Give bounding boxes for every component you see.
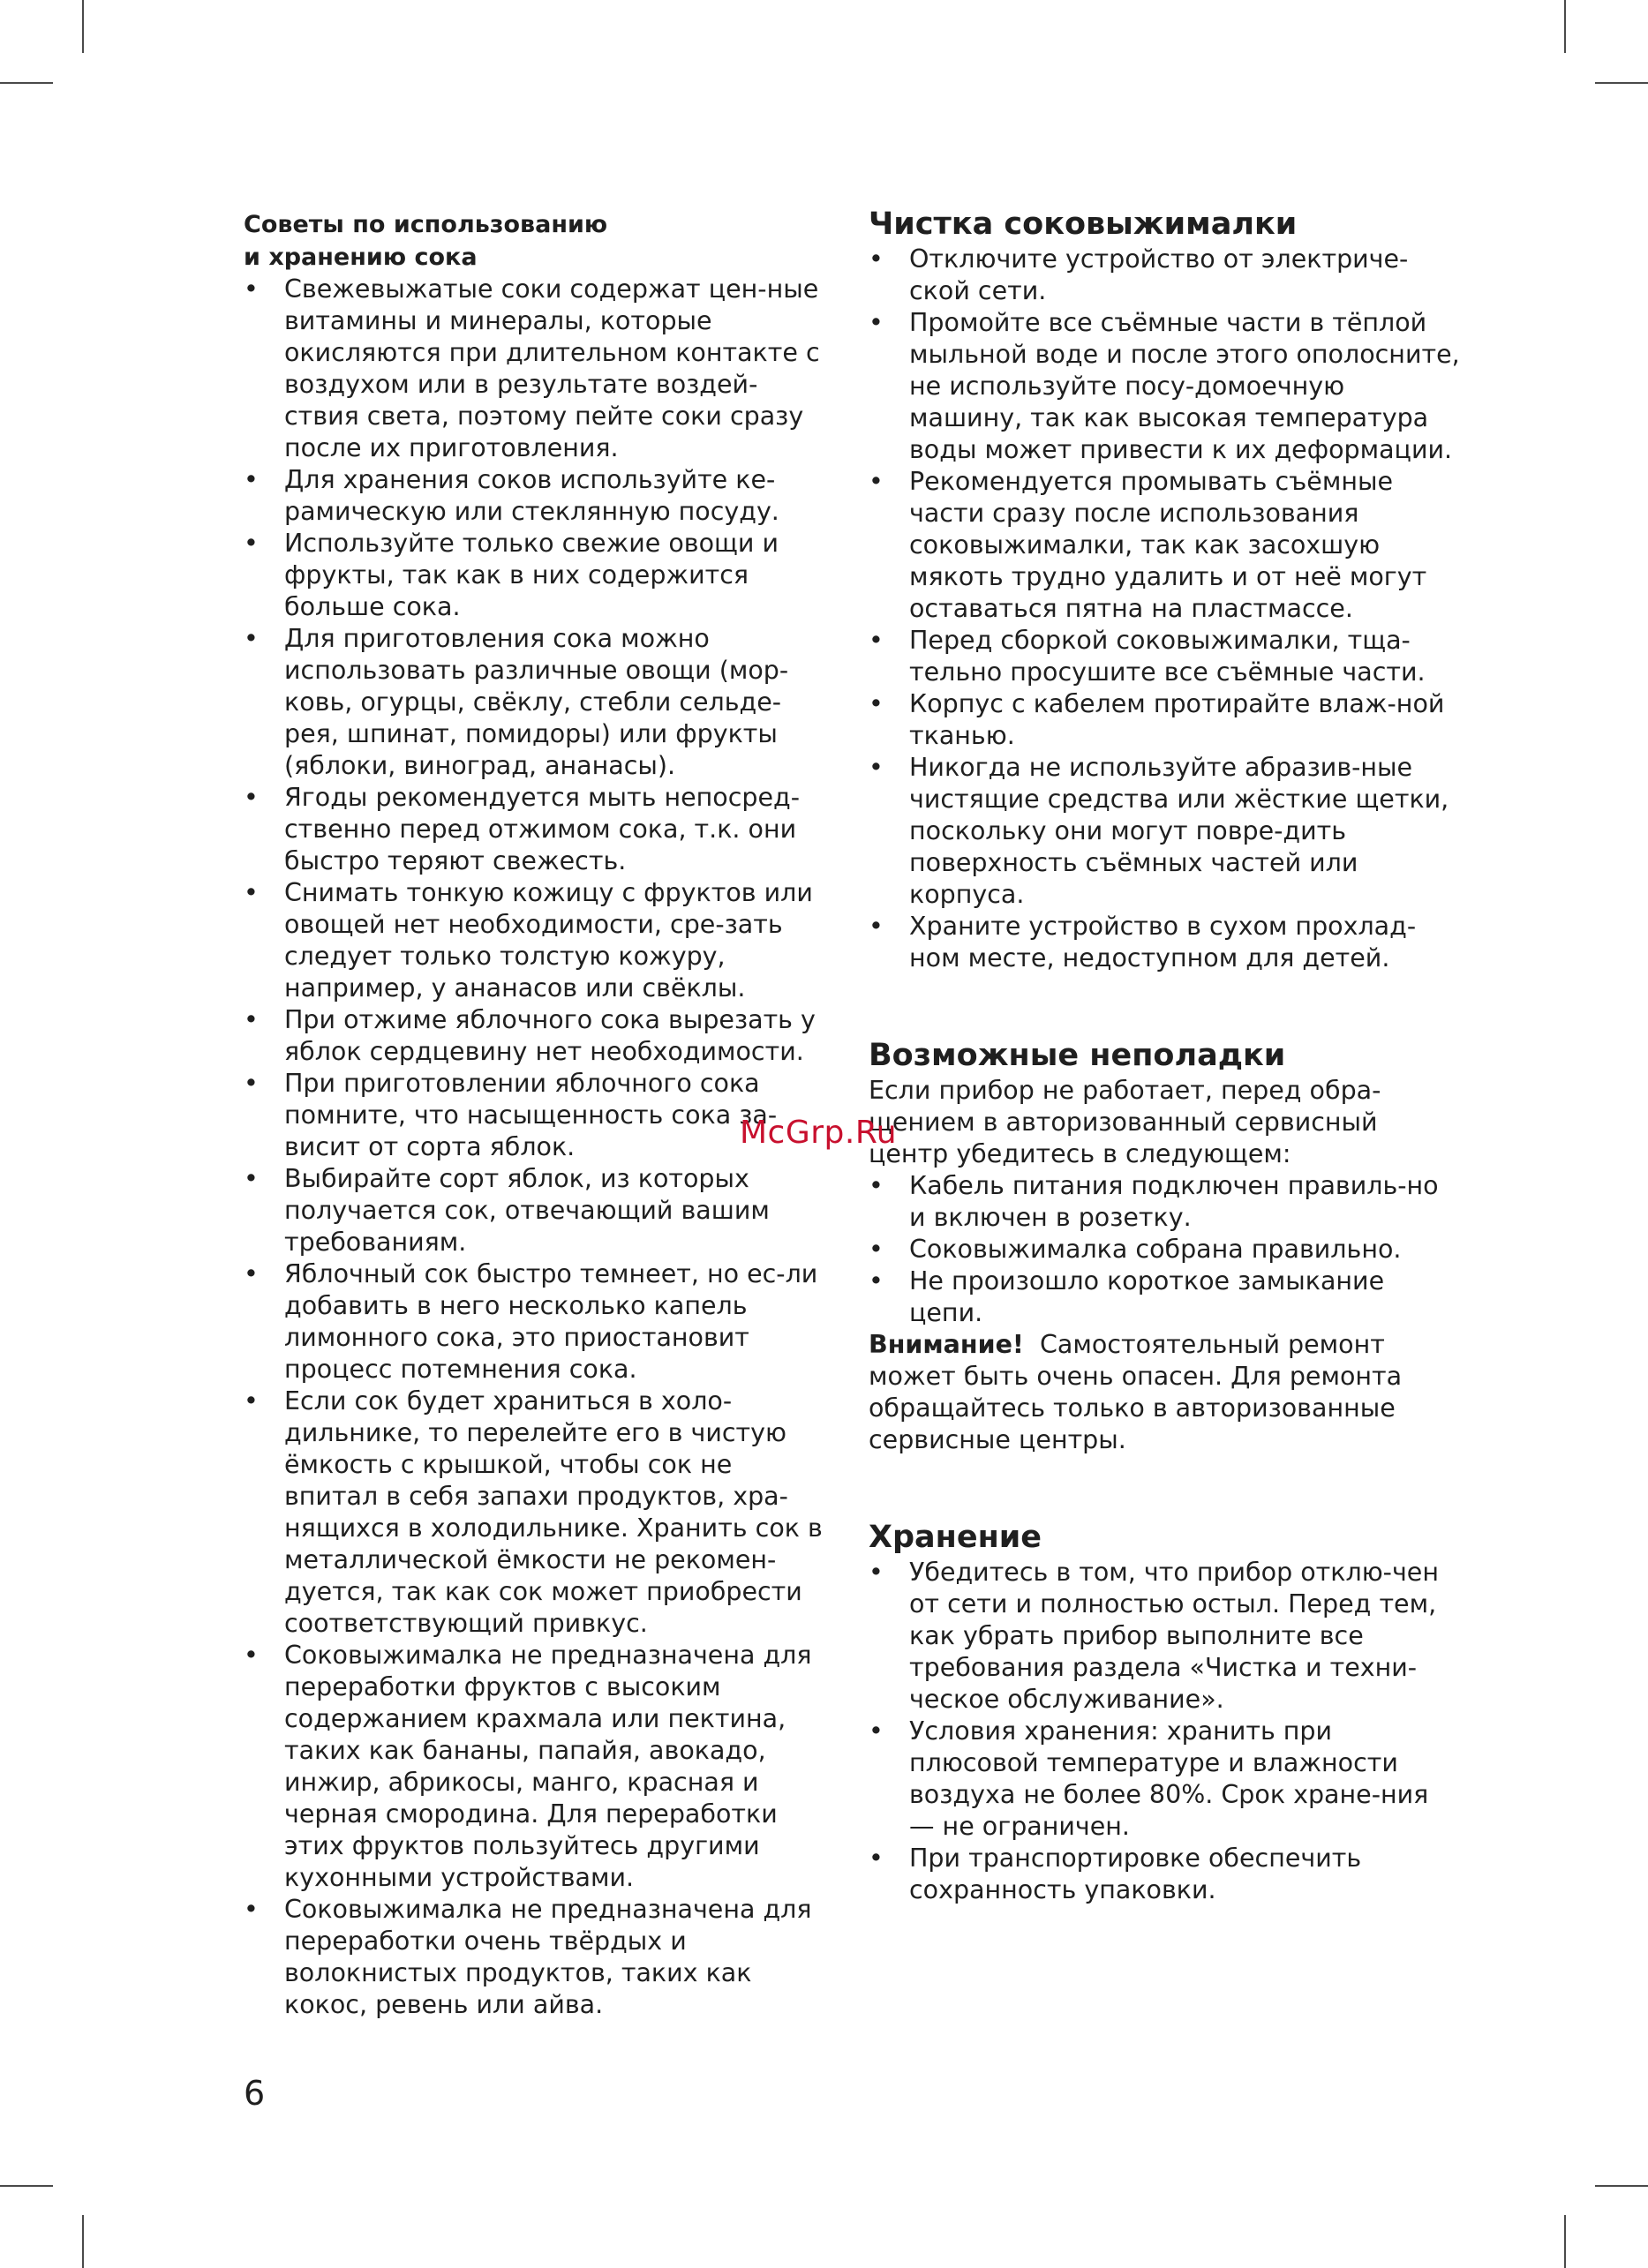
list-item: • Выбирайте сорт яблок, из которых получается сок, отвечающий вашим требованиям.: [244, 1163, 826, 1258]
list-item: • Используйте только свежие овощи и фрукты, так как в них содержится больше сока.: [244, 528, 826, 623]
list-item: • Условия хранения: хранить при плюсовой температуре и влажности воздуха не более 80%. Срок хране-ния — не ограничен.: [869, 1716, 1460, 1843]
crop-mark-top-right-horizontal: [1595, 82, 1648, 84]
list-item: • Отключите устройство от электриче-ской сети.: [869, 244, 1460, 307]
list-item: • Храните устройство в сухом прохлад-ном месте, недоступном для детей.: [869, 911, 1460, 974]
list-item: • Свежевыжатые соки содержат цен-ные витамины и минералы, которые окисляются при длительном контакте с воздухом или в результате воздей-ствия света, поэтому пейте соки сразу после их приготовления.: [244, 274, 826, 464]
list-item: • Для приготовления сока можно использовать различные овощи (мор-ковь, огурцы, свёклу, стебли сельде-рея, шпинат, помидоры) или фрукты (яблоки, виноград, ананасы).: [244, 623, 826, 782]
warning-label: Внимание!: [869, 1330, 1024, 1359]
list-item: • Если сок будет храниться в холо-дильнике, то перелейте его в чистую ёмкость с крышкой, чтобы сок не впитал в себя запахи продуктов, хра-нящихся в холодильнике. Хранить сок в металлической ёмкости не рекомен-дуется, так как сок может приобрести соответствующий привкус.: [244, 1386, 826, 1640]
juice-tips-title-line-2: и хранению сока: [244, 244, 478, 271]
cleaning-list: [869, 244, 1460, 974]
crop-mark-bottom-left-horizontal: [0, 2185, 53, 2187]
list-item: • Кабель питания подключен правиль-но и включен в розетку.: [869, 1170, 1460, 1234]
crop-mark-bottom-right-horizontal: [1595, 2185, 1648, 2187]
warning-paragraph: [869, 1329, 1460, 1456]
list-item: • Ягоды рекомендуется мыть непосред-ственно перед отжимом сока, т.к. они быстро теряют свежесть.: [244, 782, 826, 877]
crop-mark-top-left-horizontal: [0, 82, 53, 84]
list-item: • Убедитесь в том, что прибор отклю-чен от сети и полностью остыл. Перед тем, как убрать прибор выполните все требования раздела «Чистка и техни-ческое обслуживание».: [869, 1557, 1460, 1716]
list-item: • При отжиме яблочного сока вырезать у яблок сердцевину нет необходимости.: [244, 1004, 826, 1068]
troubleshooting-title: Возможные неполадки: [869, 1038, 1286, 1073]
list-item: • Не произошло короткое замыкание цепи.: [869, 1265, 1460, 1329]
crop-mark-bottom-right-vertical: [1564, 2215, 1566, 2268]
crop-mark-top-right-vertical: [1564, 0, 1566, 53]
list-item: • Яблочный сок быстро темнеет, но ес-ли добавить в него несколько капель лимонного сока, это приостановит процесс потемнения сока.: [244, 1258, 826, 1386]
left-column: [244, 205, 826, 2021]
list-item: • Корпус с кабелем протирайте влаж-ной тканью.: [869, 688, 1460, 752]
list-item: • Соковыжималка не предназначена для переработки фруктов с высоким содержанием крахмала или пектина, таких как бананы, папайя, авокадо, инжир, абрикосы, манго, красная и черная смородина. Для переработки этих фруктов пользуйтесь другими кухонными устройствами.: [244, 1640, 826, 1894]
list-item: • При приготовлении яблочного сока помните, что насыщенность сока за-висит от сорта яблок.: [244, 1068, 826, 1163]
troubleshooting-intro: Если прибор не работает, перед обра-щением в авторизованный сервисный центр убедитесь в следующем:: [869, 1076, 1381, 1168]
page-number: 6: [244, 2074, 266, 2113]
list-item: • Соковыжималка не предназначена для переработки очень твёрдых и волокнистых продуктов, таких как кокос, ревень или айва.: [244, 1894, 826, 2021]
list-item: • Перед сборкой соковыжималки, тща-тельно просушите все съёмные части.: [869, 625, 1460, 688]
crop-mark-top-left-vertical: [82, 0, 84, 53]
juice-tips-title-line-1: Советы по использованию: [244, 211, 608, 238]
right-column: [869, 205, 1460, 1906]
list-item: • Рекомендуется промывать съёмные части сразу после использования соковыжималки, так как засохшую мякоть трудно удалить и от неё могут оставаться пятна на пластмассе.: [869, 466, 1460, 625]
storage-title: Хранение: [869, 1520, 1042, 1555]
list-item: • Промойте все съёмные части в тёплой мыльной воде и после этого ополосните, не используйте посу-домоечную машину, так как высокая температура воды может привести к их деформации.: [869, 307, 1460, 466]
juice-tips-list: [244, 274, 826, 2021]
storage-list: [869, 1557, 1460, 1906]
list-item: • Снимать тонкую кожицу с фруктов или овощей нет необходимости, сре-зать следует только толстую кожуру, например, у ананасов или свёклы.: [244, 877, 826, 1004]
watermark: McGrp.Ru: [740, 1115, 898, 1151]
list-item: • Для хранения соков используйте ке-рамическую или стеклянную посуду.: [244, 464, 826, 528]
cleaning-title: Чистка соковыжималки: [869, 207, 1298, 242]
crop-mark-bottom-left-vertical: [82, 2215, 84, 2268]
list-item: • При транспортировке обеспечить сохранность упаковки.: [869, 1843, 1460, 1906]
troubleshooting-list: [869, 1170, 1460, 1329]
list-item: • Соковыжималка собрана правильно.: [869, 1234, 1460, 1265]
juice-tips-title: [244, 208, 826, 274]
list-item: • Никогда не используйте абразив-ные чистящие средства или жёсткие щетки, поскольку они могут повре-дить поверхность съёмных частей или корпуса.: [869, 752, 1460, 911]
warning-text: Самостоятельный ремонт может быть очень опасен. Для ремонта обращайтесь только в авторизованные сервисные центры.: [869, 1330, 1403, 1454]
